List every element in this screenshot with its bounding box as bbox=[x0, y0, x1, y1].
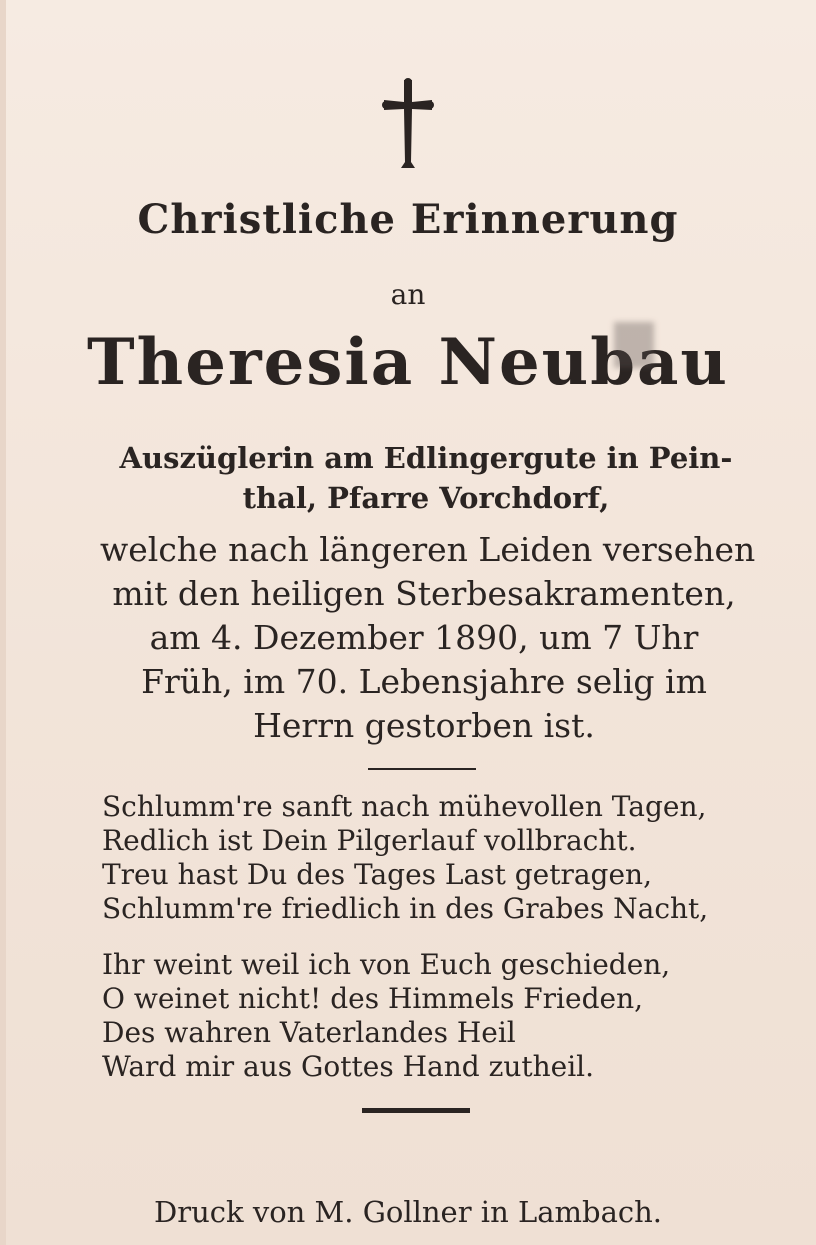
death-notice bbox=[100, 528, 756, 748]
verse-line: O weinet nicht! des Himmels Frieden, bbox=[102, 982, 644, 1015]
card-edge bbox=[0, 0, 6, 1245]
occupation-text bbox=[100, 438, 752, 518]
verse-line: Schlumm're friedlich in des Grabes Nacht, bbox=[102, 892, 709, 925]
verse-line: Schlumm're sanft nach mühevollen Tagen, bbox=[102, 790, 707, 823]
ink-smudge bbox=[614, 322, 654, 368]
printer-credit: Druck von M. Gollner in Lambach. bbox=[154, 1195, 662, 1229]
occupation-line: Auszüglerin am Edlingergute in Pein- bbox=[119, 441, 733, 475]
verse-stanza-1 bbox=[102, 790, 756, 926]
deceased-name: Theresia Neubau bbox=[87, 325, 729, 400]
verse-line: Ihr weint weil ich von Euch geschieden, bbox=[102, 948, 671, 981]
death-line: mit den heiligen Sterbesakramenten, bbox=[112, 574, 736, 613]
latin-cross-icon bbox=[382, 78, 434, 170]
preposition-an: an bbox=[390, 278, 426, 311]
divider-rule bbox=[368, 768, 476, 770]
verse-line: Redlich ist Dein Pilgerlauf vollbracht. bbox=[102, 824, 637, 857]
death-line: welche nach längeren Leiden versehen bbox=[100, 530, 756, 569]
death-line: am 4. Dezember 1890, um 7 Uhr bbox=[149, 618, 699, 657]
verse-stanza-2 bbox=[102, 948, 756, 1084]
card-title: Christliche Erinnerung bbox=[137, 196, 679, 243]
death-line: Früh, im 70. Lebensjahre selig im bbox=[141, 662, 707, 701]
divider-rule-bold bbox=[362, 1108, 470, 1113]
verse-line: Ward mir aus Gottes Hand zutheil. bbox=[102, 1050, 595, 1083]
occupation-line: thal, Pfarre Vorchdorf, bbox=[242, 481, 610, 515]
death-line: Herrn gestorben ist. bbox=[253, 706, 595, 745]
verse-line: Des wahren Vaterlandes Heil bbox=[102, 1016, 516, 1049]
verse-line: Treu hast Du des Tages Last getragen, bbox=[102, 858, 652, 891]
